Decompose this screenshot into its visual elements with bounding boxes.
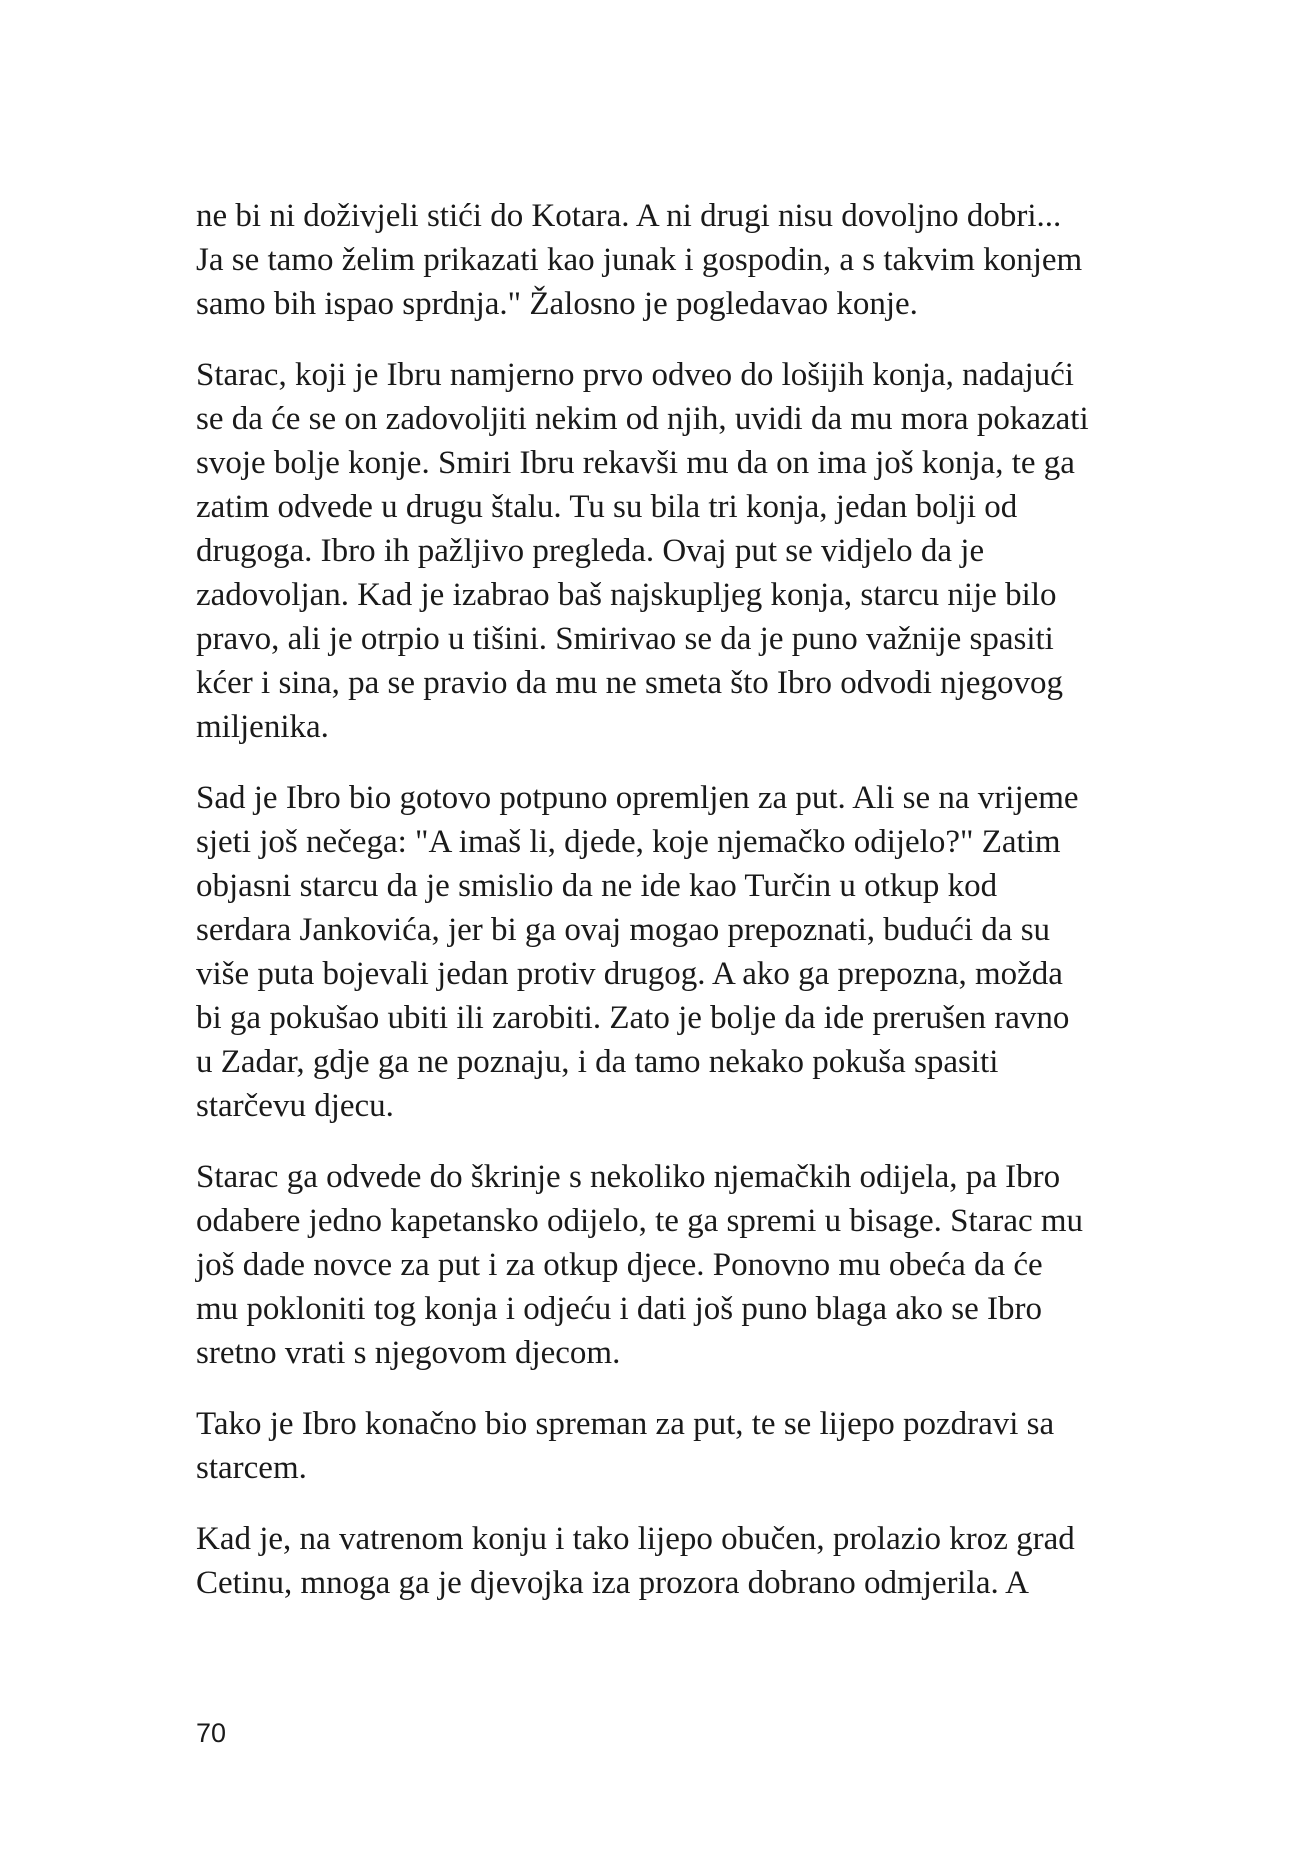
text-line: svoje bolje konje. Smiri Ibru rekavši mu da on ima još konja, te ga	[196, 445, 1075, 481]
text-line: mu pokloniti tog konja i odjeću i dati još puno blaga ako se Ibro	[196, 1291, 1042, 1327]
text-line: miljenika.	[196, 709, 329, 745]
text-line: odabere jedno kapetansko odijelo, te ga spremi u bisage. Starac mu	[196, 1203, 1084, 1239]
text-line: kćer i sina, pa se pravio da mu ne smeta što Ibro odvodi njegovog	[196, 665, 1063, 701]
text-line: sretno vrati s njegovom djecom.	[196, 1335, 621, 1371]
paragraph-1	[196, 194, 1126, 326]
text-line: Starac, koji je Ibru namjerno prvo odveo do lošijih konja, nadajući	[196, 357, 1074, 393]
text-line: u Zadar, gdje ga ne poznaju, i da tamo nekako pokuša spasiti	[196, 1044, 999, 1080]
paragraph-5	[196, 1402, 1126, 1490]
text-line: serdara Jankovića, jer bi ga ovaj mogao prepoznati, budući da su	[196, 912, 1051, 948]
paragraph-6	[196, 1517, 1126, 1605]
text-line: Kad je, na vatrenom konju i tako lijepo obučen, prolazio kroz grad	[196, 1521, 1075, 1557]
body-text	[196, 194, 1126, 1632]
text-line: Tako je Ibro konačno bio spreman za put, te se lijepo pozdravi sa	[196, 1406, 1055, 1442]
paragraph-4	[196, 1155, 1126, 1375]
paragraph-3	[196, 776, 1126, 1128]
text-line: Sad je Ibro bio gotovo potpuno opremljen za put. Ali se na vrijeme	[196, 780, 1079, 816]
text-line: zadovoljan. Kad je izabrao baš najskupljeg konja, starcu nije bilo	[196, 577, 1057, 613]
text-line: zatim odvede u drugu štalu. Tu su bila tri konja, jedan bolji od	[196, 489, 1018, 525]
text-line: drugoga. Ibro ih pažljivo pregleda. Ovaj put se vidjelo da je	[196, 533, 985, 569]
text-line: se da će se on zadovoljiti nekim od njih, uvidi da mu mora pokazati	[196, 401, 1089, 437]
paragraph-2	[196, 353, 1126, 749]
text-line: sjeti još nečega: "A imaš li, djede, koje njemačko odijelo?" Zatim	[196, 824, 1061, 860]
text-line: još dade novce za put i za otkup djece. Ponovno mu obeća da će	[196, 1247, 1043, 1283]
text-line: starcem.	[196, 1450, 307, 1486]
text-line: samo bih ispao sprdnja." Žalosno je pogledavao konje.	[196, 286, 918, 322]
text-line: bi ga pokušao ubiti ili zarobiti. Zato je bolje da ide prerušen ravno	[196, 1000, 1070, 1036]
text-line: Starac ga odvede do škrinje s nekoliko njemačkih odijela, pa Ibro	[196, 1159, 1061, 1195]
text-line: ne bi ni doživjeli stići do Kotara. A ni drugi nisu dovoljno dobri...	[196, 198, 1062, 234]
text-line: Ja se tamo želim prikazati kao junak i gospodin, a s takvim konjem	[196, 242, 1083, 278]
page-number: 70	[196, 1718, 227, 1748]
text-line: starčevu djecu.	[196, 1088, 394, 1124]
text-line: pravo, ali je otrpio u tišini. Smirivao se da je puno važnije spasiti	[196, 621, 1054, 657]
text-line: Cetinu, mnoga ga je djevojka iza prozora dobrano odmjerila. A	[196, 1565, 1029, 1601]
text-line: objasni starcu da je smislio da ne ide kao Turčin u otkup kod	[196, 868, 998, 904]
text-line: više puta bojevali jedan protiv drugog. A ako ga prepozna, možda	[196, 956, 1063, 992]
